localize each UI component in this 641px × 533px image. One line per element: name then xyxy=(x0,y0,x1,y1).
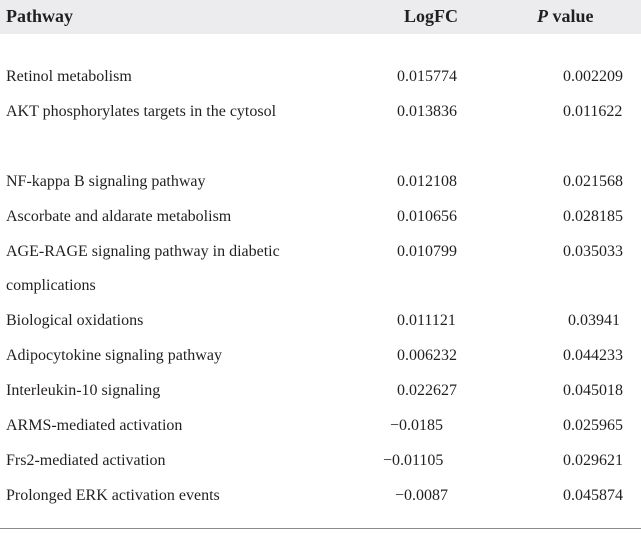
table-row xyxy=(0,409,641,443)
table-row xyxy=(0,374,641,408)
cell-pathway: Prolonged ERK activation events xyxy=(6,487,220,504)
cell-logfc: 0.013836 xyxy=(397,103,457,120)
cell-pathway: Biological oxidations xyxy=(6,312,144,329)
cell-logfc: 0.010799 xyxy=(397,243,457,260)
cell-pvalue: 0.045874 xyxy=(563,487,623,504)
table-header-row xyxy=(0,0,641,34)
cell-pathway: NF-kappa B signaling pathway xyxy=(6,173,206,190)
cell-pathway: AKT phosphorylates targets in the cytosol xyxy=(6,103,277,120)
cell-pvalue: 0.035033 xyxy=(563,243,623,260)
table-row xyxy=(0,60,641,94)
cell-pvalue: 0.002209 xyxy=(563,68,623,85)
cell-pathway: AGE-RAGE signaling pathway in diabetic complications xyxy=(6,243,280,294)
cell-pathway: Ascorbate and aldarate metabolism xyxy=(6,208,232,225)
table-row xyxy=(0,235,641,303)
table-row xyxy=(0,304,641,338)
cell-pathway: Adipocytokine signaling pathway xyxy=(6,347,222,364)
cell-pvalue: 0.045018 xyxy=(563,382,623,399)
table-row xyxy=(0,200,641,234)
table-row xyxy=(0,165,641,199)
header-pvalue xyxy=(537,4,594,28)
cell-pathway: Retinol metabolism xyxy=(6,68,132,85)
header-pvalue-text: value xyxy=(548,6,594,26)
cell-logfc: 0.012108 xyxy=(397,173,457,190)
cell-pvalue: 0.011622 xyxy=(563,103,623,120)
cell-pathway: Frs2-mediated activation xyxy=(6,452,166,469)
cell-logfc: −0.0185 xyxy=(390,417,444,434)
header-logfc: LogFC xyxy=(404,6,458,26)
cell-pathway: ARMS-mediated activation xyxy=(6,417,183,434)
cell-logfc: −0.0087 xyxy=(395,487,449,504)
table-bottom-rule xyxy=(0,528,641,529)
cell-logfc: 0.006232 xyxy=(397,347,457,364)
header-pathway: Pathway xyxy=(6,6,73,26)
table-row xyxy=(0,95,641,163)
cell-logfc: 0.010656 xyxy=(397,208,457,225)
header-pvalue-letter: P xyxy=(537,6,548,26)
table-row xyxy=(0,339,641,373)
cell-logfc: 0.011121 xyxy=(397,312,456,329)
cell-pvalue: 0.03941 xyxy=(568,312,620,329)
cell-pvalue: 0.029621 xyxy=(563,452,623,469)
cell-logfc: 0.022627 xyxy=(397,382,457,399)
cell-pvalue: 0.028185 xyxy=(563,208,623,225)
cell-pvalue: 0.025965 xyxy=(563,417,623,434)
cell-pathway: Interleukin-10 signaling xyxy=(6,382,161,399)
cell-logfc: 0.015774 xyxy=(397,68,457,85)
table-row xyxy=(0,479,641,513)
cell-logfc: −0.01105 xyxy=(383,452,444,469)
cell-pvalue: 0.021568 xyxy=(563,173,623,190)
table-row xyxy=(0,444,641,478)
cell-pvalue: 0.044233 xyxy=(563,347,623,364)
